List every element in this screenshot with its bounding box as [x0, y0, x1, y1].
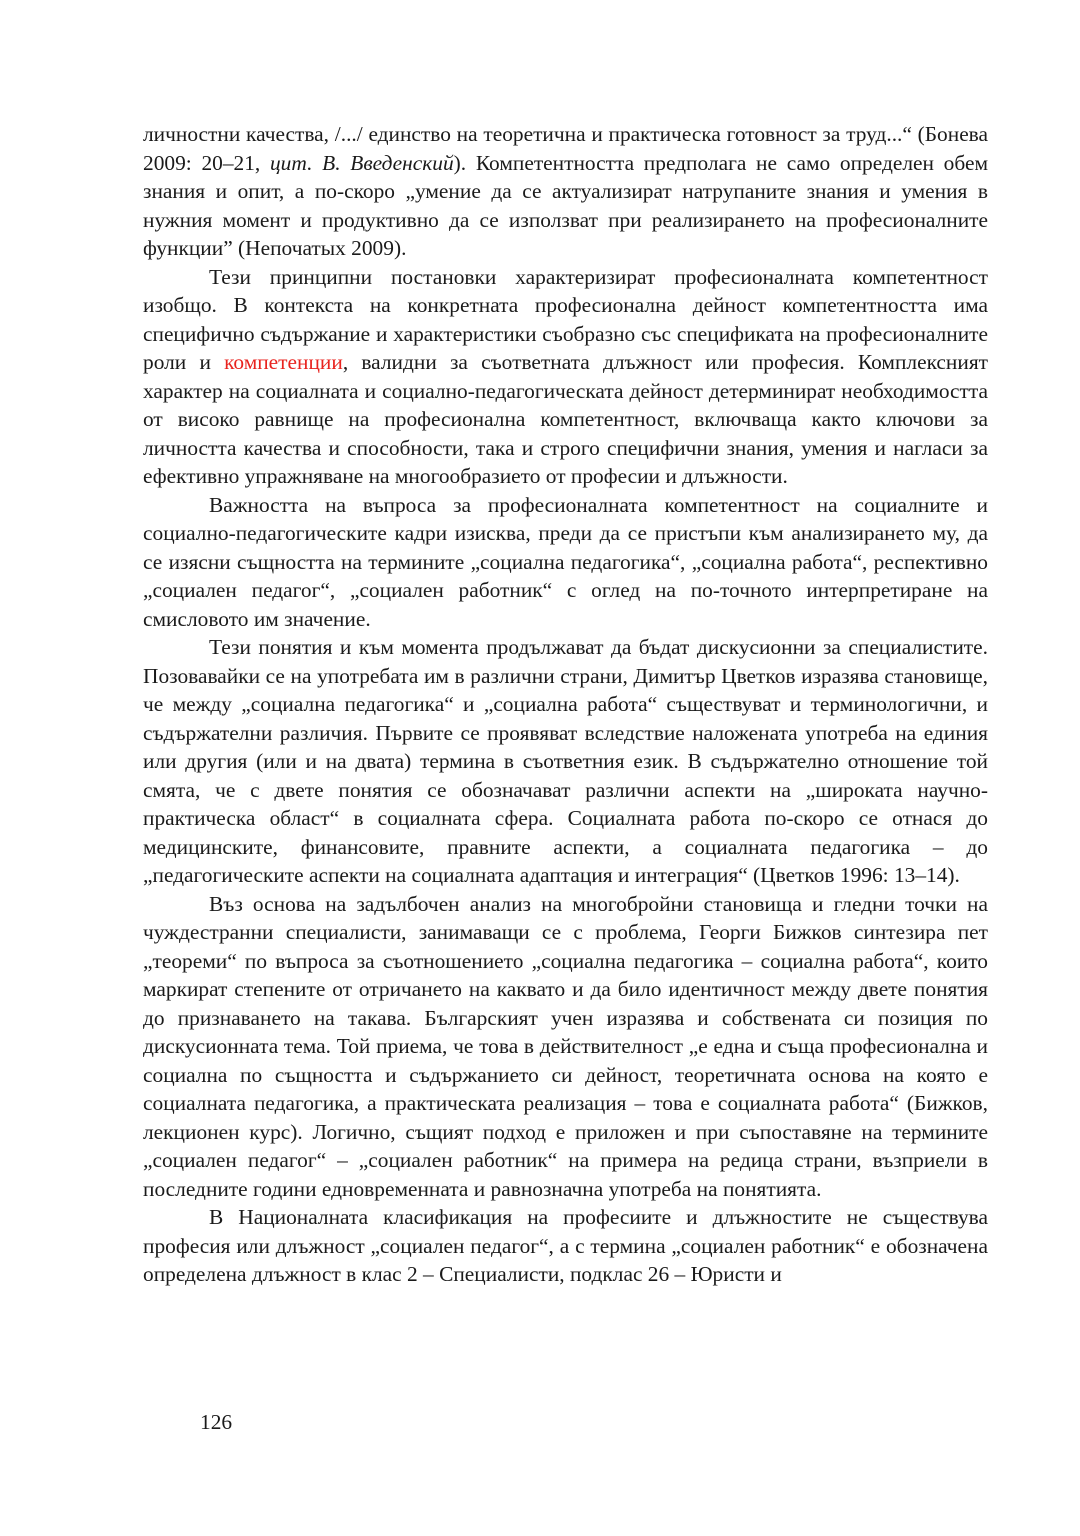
paragraph-4: Тези понятия и към момента продължават да бъдат дискусионни за специалистите. Позовавайки се на употребата им в различни страни, Димитър Цветков изразява становище, че между „социална педагогика“ и „социална работа“ съществуват и терминологични, и съдържателни различия. Първите се проявяват вследствие наложената употреба на единия или другия (или и на двата) термина в съответния език. В съдържателно отношение той смята, че с двете понятия се обозначават различни аспекти на „широката научно-практическа област“ в социалната сфера. Социалната работа по-скоро се отнася до медицинските, финансовите, правните аспекти, а социалната педагогика – до „педагогическите аспекти на социалната адаптация и интеграция“ (Цветков 1996: 13–14).	[143, 635, 988, 887]
paragraph-6: В Националната класификация на професиите и длъжностите не съществува професия или длъжност „социален педагог“, а с термина „социален работник“ е обозначена определена длъжност в клас 2 – Специалисти, подклас 26 – Юристи и	[143, 1205, 988, 1286]
paragraph-1-text-a: личностни качества, /.../ единство на теоретична и практическа готовност за труд...“ (Бонева 2009: 20–21,	[143, 122, 988, 175]
paragraph-1-text-b: ). Компетентността предполага не само определен обем знания и опит, а по-скоро „умение да се актуализират натрупаните знания и умения в нужния момент и продуктивно да се използват при реализирането на професионалните функции” (Непочатых 2009).	[143, 150, 988, 260]
competencies-link[interactable]: компетенции	[224, 350, 343, 374]
paragraph-5: Въз основа на задълбочен анализ на многобройни становища и гледни точки на чуждестранни специалисти, занимаващи се с проблема, Георги Бижков синтезира пет „теореми“ по въпроса за съотношението „социална педагогика – социална работа“, които маркират степените от отричането на каквато и да било идентичност между двете понятия до признаването на такава. Българският учен изразява и собствената си позиция по дискусионната тема. Той приема, че това в действителност „е една и съща професионална и социална по същността и съдържанието си дейност, теоретичната основа на която е социалната педагогика, а практическата реализация – това е социалната работа“ (Бижков, лекционен курс). Логично, същият подход е приложен и при съпоставяне на термините „социален педагог“ – „социален работник“ на примера на редица страни, възприели в последните години едновременната и равнозначна употреба на понятията.	[143, 891, 988, 1201]
paragraph-1	[143, 120, 988, 263]
paragraph-2-text-a: Тези принципни постановки характеризират професионалната компетентност изобщо. В контекста на конкретната професионална дейност компетентността има специфично съдържание и характеристики съобразно със спецификата на професионалните роли и	[143, 264, 988, 374]
paragraph-2	[143, 263, 988, 491]
paragraph-2-text-b: , валидни за съответната длъжност или професия. Комплексният характер на социалната и социално-педагогическата дейност детерминират необходимостта от високо равнище на професионална компетентност, включваща както ключови за личността качества и способности, така и строго специфични знания, умения и нагласи за ефективно упражняване на многообразието от професии и длъжности.	[143, 350, 989, 488]
page-number: 126	[200, 1410, 233, 1434]
paragraph-3: Важността на въпроса за професионалната компетентност на социалните и социално-педагогическите кадри изисква, преди да се пристъпи към анализирането му, да се изясни същността на термините „социална педагогика“, „социална работа“, респективно „социален педагог“, „социален работник“ с оглед на по-точното интерпретиране на смисловото им значение.	[143, 492, 988, 631]
citation-italic: цит. В. Введенский	[269, 150, 454, 175]
body-text	[143, 120, 988, 1289]
